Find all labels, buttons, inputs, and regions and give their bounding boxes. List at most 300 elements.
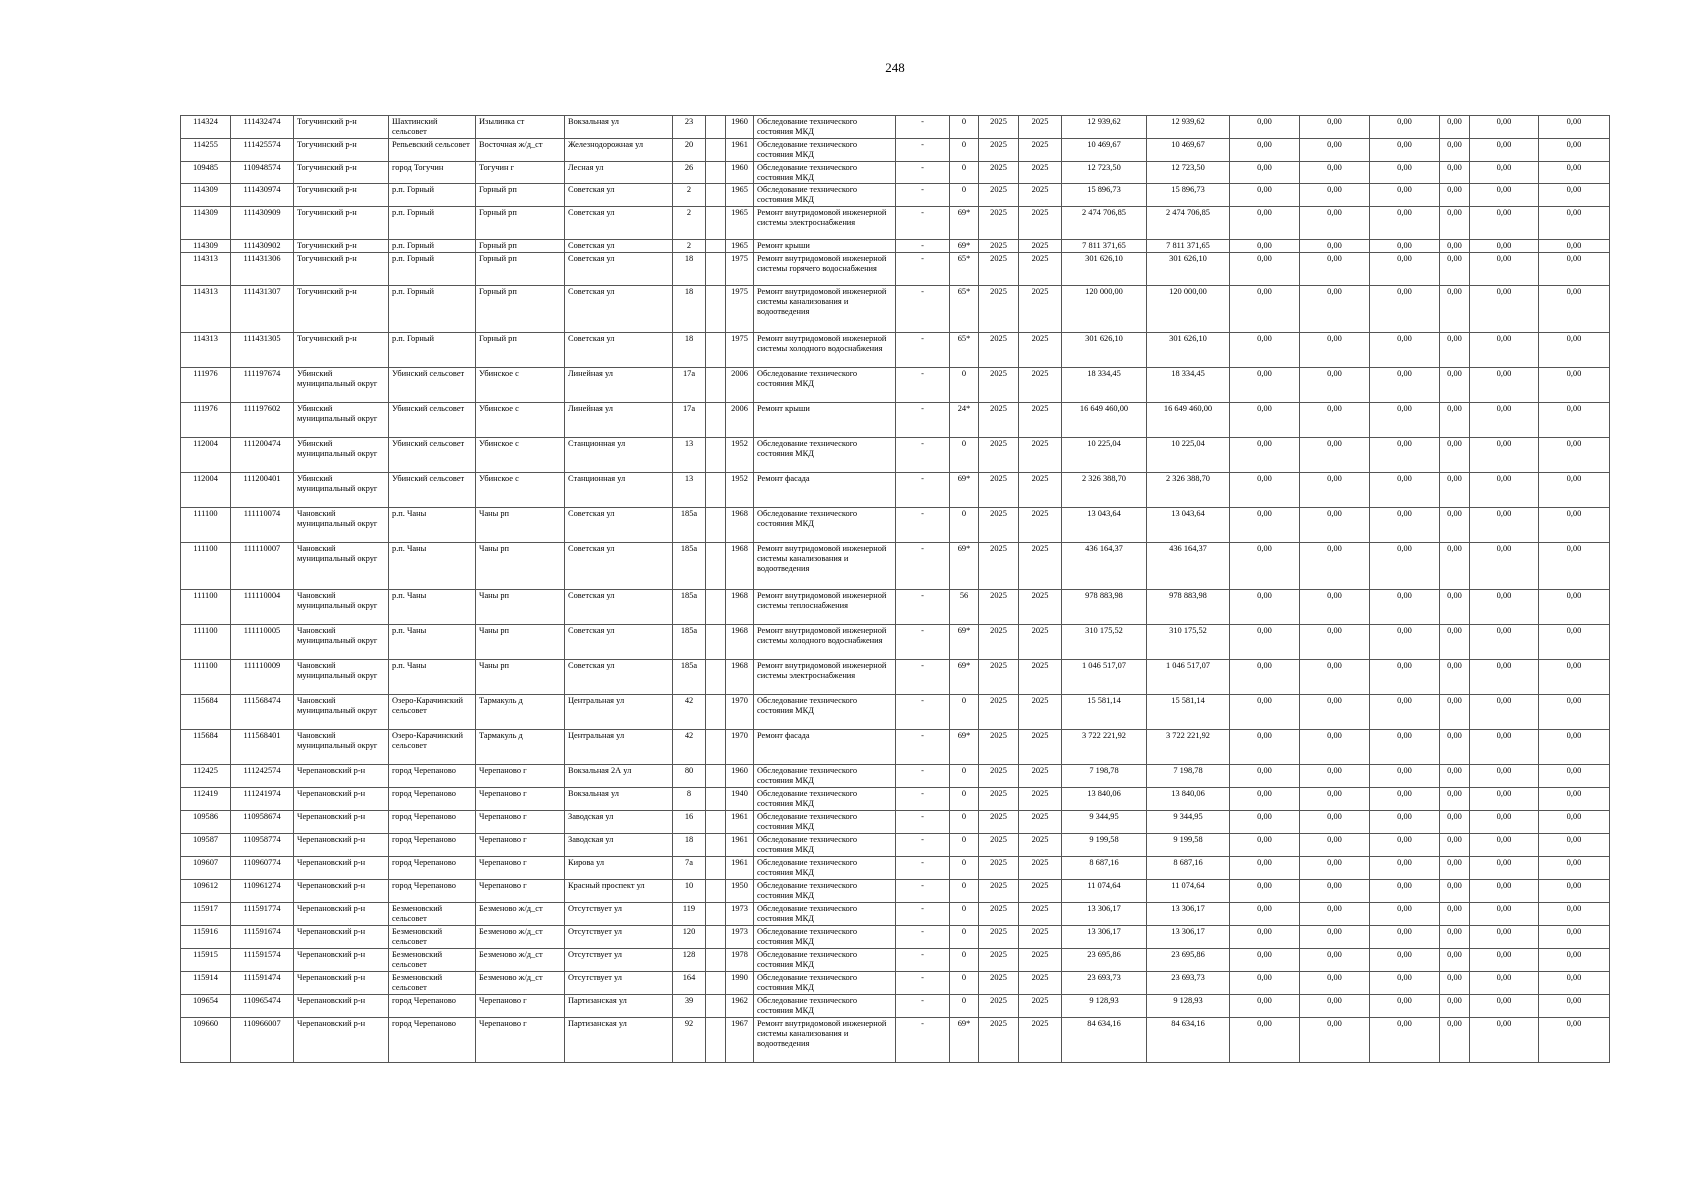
cell-year-start: 2025 xyxy=(979,161,1019,184)
cell-object-id: 115684 xyxy=(181,730,231,765)
cell-fund-1: 0,00 xyxy=(1230,949,1300,972)
cell-dash: - xyxy=(896,403,950,438)
cell-wear-percent: 0 xyxy=(950,880,979,903)
cell-fund-5: 0,00 xyxy=(1470,473,1539,508)
cell-year-end: 2025 xyxy=(1019,240,1062,253)
cell-work-type: Ремонт внутридомовой инженерной системы горячего водоснабжения xyxy=(754,253,896,286)
cell-district: Тогучинский р-н xyxy=(294,240,389,253)
cell-work-code: 111242574 xyxy=(231,765,294,788)
cell-letter xyxy=(706,949,726,972)
cell-district: Черепановский р-н xyxy=(294,857,389,880)
cell-district: Черепановский р-н xyxy=(294,903,389,926)
cell-district: Тогучинский р-н xyxy=(294,138,389,161)
cell-locality: Горный рп xyxy=(476,286,565,333)
cell-district: Черепановский р-н xyxy=(294,811,389,834)
cell-fund-1: 0,00 xyxy=(1230,543,1300,590)
cell-letter xyxy=(706,403,726,438)
cell-settlement: Убинский сельсовет xyxy=(389,473,476,508)
cell-fund-1: 0,00 xyxy=(1230,765,1300,788)
cell-wear-percent: 0 xyxy=(950,161,979,184)
cell-district: Тогучинский р-н xyxy=(294,161,389,184)
cell-dash: - xyxy=(896,286,950,333)
cell-letter xyxy=(706,811,726,834)
cell-fund-1: 0,00 xyxy=(1230,286,1300,333)
cell-year-start: 2025 xyxy=(979,286,1019,333)
cell-dash: - xyxy=(896,903,950,926)
cell-street: Отсутствует ул xyxy=(565,949,673,972)
cell-locality: Безменово ж/д_ст xyxy=(476,972,565,995)
cell-work-code: 111591574 xyxy=(231,949,294,972)
cell-street: Центральная ул xyxy=(565,730,673,765)
cell-wear-percent: 69* xyxy=(950,660,979,695)
cell-year-start: 2025 xyxy=(979,240,1019,253)
cell-fund-3: 0,00 xyxy=(1370,403,1440,438)
cell-work-type: Обследование технического состояния МКД xyxy=(754,857,896,880)
cell-fund-4: 0,00 xyxy=(1440,240,1470,253)
cell-fund-3: 0,00 xyxy=(1370,253,1440,286)
cell-wear-percent: 0 xyxy=(950,811,979,834)
cell-fund-2: 0,00 xyxy=(1300,403,1370,438)
cell-fund-1: 0,00 xyxy=(1230,438,1300,473)
cell-total: 13 043,64 xyxy=(1147,508,1230,543)
cell-total: 12 939,62 xyxy=(1147,116,1230,139)
cell-house: 18 xyxy=(673,253,706,286)
cell-settlement: город Тогучин xyxy=(389,161,476,184)
cell-build-year: 1978 xyxy=(726,949,754,972)
cell-year-start: 2025 xyxy=(979,765,1019,788)
cell-total: 8 687,16 xyxy=(1147,857,1230,880)
table-row xyxy=(181,590,1610,625)
cell-year-start: 2025 xyxy=(979,184,1019,207)
cell-fund-3: 0,00 xyxy=(1370,138,1440,161)
cell-dash: - xyxy=(896,161,950,184)
cell-object-id: 112419 xyxy=(181,788,231,811)
cell-locality: Горный рп xyxy=(476,333,565,368)
cell-fund-2: 0,00 xyxy=(1300,543,1370,590)
cell-year-start: 2025 xyxy=(979,880,1019,903)
cell-letter xyxy=(706,138,726,161)
cell-work-type: Обследование технического состояния МКД xyxy=(754,926,896,949)
cell-locality: Черепаново г xyxy=(476,880,565,903)
cell-year-end: 2025 xyxy=(1019,625,1062,660)
cell-dash: - xyxy=(896,207,950,240)
cell-letter xyxy=(706,695,726,730)
cell-build-year: 1968 xyxy=(726,590,754,625)
cell-year-start: 2025 xyxy=(979,660,1019,695)
cell-object-id: 111100 xyxy=(181,660,231,695)
cell-street: Советская ул xyxy=(565,660,673,695)
cell-total: 13 306,17 xyxy=(1147,903,1230,926)
cell-year-end: 2025 xyxy=(1019,368,1062,403)
cell-fund-5: 0,00 xyxy=(1470,730,1539,765)
table-row xyxy=(181,880,1610,903)
cell-total: 15 581,14 xyxy=(1147,695,1230,730)
cell-street: Советская ул xyxy=(565,207,673,240)
cell-build-year: 1968 xyxy=(726,660,754,695)
cell-fund-1: 0,00 xyxy=(1230,625,1300,660)
cell-object-id: 115915 xyxy=(181,949,231,972)
cell-fund-3: 0,00 xyxy=(1370,590,1440,625)
cell-fund-5: 0,00 xyxy=(1470,811,1539,834)
cell-street: Вокзальная 2А ул xyxy=(565,765,673,788)
cell-year-start: 2025 xyxy=(979,972,1019,995)
cell-fund-2: 0,00 xyxy=(1300,161,1370,184)
cell-fund-2: 0,00 xyxy=(1300,333,1370,368)
cell-object-id: 109612 xyxy=(181,880,231,903)
cell-locality: Убинское с xyxy=(476,438,565,473)
cell-dash: - xyxy=(896,625,950,660)
cell-letter xyxy=(706,116,726,139)
cell-fund-6: 0,00 xyxy=(1539,207,1610,240)
cell-fund-3: 0,00 xyxy=(1370,857,1440,880)
cell-letter xyxy=(706,880,726,903)
cell-build-year: 1975 xyxy=(726,253,754,286)
cell-total: 978 883,98 xyxy=(1147,590,1230,625)
cell-year-end: 2025 xyxy=(1019,857,1062,880)
cell-total: 13 840,06 xyxy=(1147,788,1230,811)
cell-year-start: 2025 xyxy=(979,138,1019,161)
cell-fund-5: 0,00 xyxy=(1470,765,1539,788)
cell-district: Тогучинский р-н xyxy=(294,116,389,139)
cell-year-start: 2025 xyxy=(979,508,1019,543)
cell-district: Чановский муниципальный округ xyxy=(294,660,389,695)
cell-fund-5: 0,00 xyxy=(1470,788,1539,811)
cell-work-type: Обследование технического состояния МКД xyxy=(754,368,896,403)
cell-fund-5: 0,00 xyxy=(1470,543,1539,590)
cell-object-id: 111100 xyxy=(181,590,231,625)
cell-fund-2: 0,00 xyxy=(1300,184,1370,207)
cell-locality: Чаны рп xyxy=(476,508,565,543)
cell-fund-3: 0,00 xyxy=(1370,880,1440,903)
cell-year-end: 2025 xyxy=(1019,811,1062,834)
cell-fund-5: 0,00 xyxy=(1470,333,1539,368)
cell-fund-3: 0,00 xyxy=(1370,240,1440,253)
cell-year-start: 2025 xyxy=(979,625,1019,660)
cell-work-type: Обследование технического состояния МКД xyxy=(754,161,896,184)
cell-cost: 120 000,00 xyxy=(1062,286,1147,333)
cell-wear-percent: 0 xyxy=(950,138,979,161)
cell-street: Советская ул xyxy=(565,333,673,368)
cell-work-code: 111110004 xyxy=(231,590,294,625)
cell-fund-6: 0,00 xyxy=(1539,926,1610,949)
cell-fund-4: 0,00 xyxy=(1440,995,1470,1018)
cell-build-year: 1970 xyxy=(726,695,754,730)
cell-total: 23 693,73 xyxy=(1147,972,1230,995)
cell-year-end: 2025 xyxy=(1019,161,1062,184)
cell-district: Черепановский р-н xyxy=(294,995,389,1018)
cell-locality: Горный рп xyxy=(476,207,565,240)
cell-dash: - xyxy=(896,184,950,207)
cell-fund-4: 0,00 xyxy=(1440,834,1470,857)
cell-district: Черепановский р-н xyxy=(294,834,389,857)
cell-street: Советская ул xyxy=(565,590,673,625)
cell-house: 42 xyxy=(673,730,706,765)
table-row xyxy=(181,834,1610,857)
cell-build-year: 1968 xyxy=(726,625,754,660)
cell-fund-6: 0,00 xyxy=(1539,765,1610,788)
cell-work-type: Обследование технического состояния МКД xyxy=(754,903,896,926)
cell-work-type: Ремонт внутридомовой инженерной системы канализования и водоотведения xyxy=(754,286,896,333)
cell-settlement: Убинский сельсовет xyxy=(389,368,476,403)
cell-object-id: 109586 xyxy=(181,811,231,834)
cell-letter xyxy=(706,730,726,765)
cell-build-year: 1960 xyxy=(726,161,754,184)
cell-district: Убинский муниципальный округ xyxy=(294,473,389,508)
cell-fund-5: 0,00 xyxy=(1470,207,1539,240)
cell-work-type: Ремонт внутридомовой инженерной системы холодного водоснабжения xyxy=(754,333,896,368)
cell-locality: Горный рп xyxy=(476,253,565,286)
cell-fund-4: 0,00 xyxy=(1440,403,1470,438)
cell-wear-percent: 0 xyxy=(950,995,979,1018)
cell-total: 11 074,64 xyxy=(1147,880,1230,903)
cell-district: Чановский муниципальный округ xyxy=(294,730,389,765)
cell-settlement: город Черепаново xyxy=(389,995,476,1018)
table-row xyxy=(181,625,1610,660)
cell-letter xyxy=(706,765,726,788)
cell-total: 16 649 460,00 xyxy=(1147,403,1230,438)
cell-fund-6: 0,00 xyxy=(1539,730,1610,765)
cell-fund-4: 0,00 xyxy=(1440,730,1470,765)
cell-fund-3: 0,00 xyxy=(1370,765,1440,788)
cell-work-code: 110965474 xyxy=(231,995,294,1018)
table-row xyxy=(181,116,1610,139)
cell-fund-6: 0,00 xyxy=(1539,184,1610,207)
cell-street: Советская ул xyxy=(565,625,673,660)
cell-wear-percent: 24* xyxy=(950,403,979,438)
cell-object-id: 109654 xyxy=(181,995,231,1018)
cell-settlement: р.п. Чаны xyxy=(389,625,476,660)
cell-object-id: 114313 xyxy=(181,286,231,333)
cell-fund-4: 0,00 xyxy=(1440,903,1470,926)
cell-wear-percent: 69* xyxy=(950,473,979,508)
cell-build-year: 1952 xyxy=(726,473,754,508)
cell-fund-2: 0,00 xyxy=(1300,972,1370,995)
cell-street: Железнодорожная ул xyxy=(565,138,673,161)
cell-object-id: 109660 xyxy=(181,1018,231,1063)
cell-work-type: Обследование технического состояния МКД xyxy=(754,184,896,207)
cell-year-start: 2025 xyxy=(979,543,1019,590)
table-row xyxy=(181,857,1610,880)
cell-fund-1: 0,00 xyxy=(1230,333,1300,368)
cell-fund-1: 0,00 xyxy=(1230,730,1300,765)
cell-year-end: 2025 xyxy=(1019,1018,1062,1063)
cell-fund-6: 0,00 xyxy=(1539,438,1610,473)
cell-build-year: 1965 xyxy=(726,240,754,253)
cell-total: 7 811 371,65 xyxy=(1147,240,1230,253)
cell-work-code: 111197602 xyxy=(231,403,294,438)
cell-house: 13 xyxy=(673,438,706,473)
cell-object-id: 109607 xyxy=(181,857,231,880)
cell-dash: - xyxy=(896,138,950,161)
cell-fund-4: 0,00 xyxy=(1440,926,1470,949)
cell-house: 119 xyxy=(673,903,706,926)
cell-work-type: Ремонт внутридомовой инженерной системы канализования и водоотведения xyxy=(754,1018,896,1063)
cell-fund-4: 0,00 xyxy=(1440,508,1470,543)
cell-year-start: 2025 xyxy=(979,834,1019,857)
cell-dash: - xyxy=(896,253,950,286)
cell-fund-4: 0,00 xyxy=(1440,590,1470,625)
cell-locality: Черепаново г xyxy=(476,811,565,834)
register-table xyxy=(180,115,1610,1063)
cell-fund-6: 0,00 xyxy=(1539,286,1610,333)
cell-locality: Чаны рп xyxy=(476,543,565,590)
cell-fund-2: 0,00 xyxy=(1300,473,1370,508)
cell-street: Линейная ул xyxy=(565,368,673,403)
cell-letter xyxy=(706,240,726,253)
cell-year-end: 2025 xyxy=(1019,508,1062,543)
cell-street: Лесная ул xyxy=(565,161,673,184)
cell-cost: 9 344,95 xyxy=(1062,811,1147,834)
cell-work-code: 111591474 xyxy=(231,972,294,995)
cell-dash: - xyxy=(896,368,950,403)
cell-work-type: Ремонт внутридомовой инженерной системы теплоснабжения xyxy=(754,590,896,625)
cell-year-end: 2025 xyxy=(1019,949,1062,972)
cell-year-start: 2025 xyxy=(979,116,1019,139)
cell-cost: 9 199,58 xyxy=(1062,834,1147,857)
cell-letter xyxy=(706,333,726,368)
cell-year-start: 2025 xyxy=(979,926,1019,949)
cell-house: 2 xyxy=(673,207,706,240)
cell-object-id: 115914 xyxy=(181,972,231,995)
cell-dash: - xyxy=(896,240,950,253)
cell-district: Тогучинский р-н xyxy=(294,184,389,207)
cell-house: 18 xyxy=(673,834,706,857)
cell-build-year: 1960 xyxy=(726,765,754,788)
cell-settlement: Репьевский сельсовет xyxy=(389,138,476,161)
cell-year-start: 2025 xyxy=(979,995,1019,1018)
cell-cost: 8 687,16 xyxy=(1062,857,1147,880)
cell-district: Тогучинский р-н xyxy=(294,333,389,368)
cell-cost: 10 469,67 xyxy=(1062,138,1147,161)
cell-wear-percent: 65* xyxy=(950,253,979,286)
cell-settlement: город Черепаново xyxy=(389,834,476,857)
cell-fund-4: 0,00 xyxy=(1440,1018,1470,1063)
cell-district: Черепановский р-н xyxy=(294,788,389,811)
cell-locality: Черепаново г xyxy=(476,1018,565,1063)
cell-cost: 7 811 371,65 xyxy=(1062,240,1147,253)
cell-build-year: 1962 xyxy=(726,995,754,1018)
cell-house: 2 xyxy=(673,240,706,253)
cell-house: 18 xyxy=(673,333,706,368)
cell-fund-1: 0,00 xyxy=(1230,240,1300,253)
cell-fund-1: 0,00 xyxy=(1230,403,1300,438)
cell-letter xyxy=(706,660,726,695)
cell-fund-4: 0,00 xyxy=(1440,184,1470,207)
cell-total: 13 306,17 xyxy=(1147,926,1230,949)
cell-house: 120 xyxy=(673,926,706,949)
cell-fund-4: 0,00 xyxy=(1440,857,1470,880)
table-row xyxy=(181,811,1610,834)
cell-house: 7а xyxy=(673,857,706,880)
cell-fund-4: 0,00 xyxy=(1440,138,1470,161)
cell-fund-1: 0,00 xyxy=(1230,903,1300,926)
cell-fund-3: 0,00 xyxy=(1370,625,1440,660)
cell-fund-3: 0,00 xyxy=(1370,438,1440,473)
cell-cost: 12 723,50 xyxy=(1062,161,1147,184)
cell-build-year: 1968 xyxy=(726,543,754,590)
table-row xyxy=(181,508,1610,543)
cell-work-code: 111110074 xyxy=(231,508,294,543)
cell-wear-percent: 69* xyxy=(950,730,979,765)
table-row xyxy=(181,368,1610,403)
cell-object-id: 114255 xyxy=(181,138,231,161)
cell-letter xyxy=(706,207,726,240)
cell-fund-6: 0,00 xyxy=(1539,508,1610,543)
cell-total: 12 723,50 xyxy=(1147,161,1230,184)
cell-house: 10 xyxy=(673,880,706,903)
cell-house: 26 xyxy=(673,161,706,184)
cell-total: 84 634,16 xyxy=(1147,1018,1230,1063)
cell-object-id: 114313 xyxy=(181,333,231,368)
cell-year-start: 2025 xyxy=(979,473,1019,508)
cell-cost: 13 043,64 xyxy=(1062,508,1147,543)
cell-fund-1: 0,00 xyxy=(1230,834,1300,857)
cell-fund-4: 0,00 xyxy=(1440,788,1470,811)
cell-total: 301 626,10 xyxy=(1147,253,1230,286)
cell-work-code: 111568401 xyxy=(231,730,294,765)
cell-year-start: 2025 xyxy=(979,438,1019,473)
cell-work-code: 111110007 xyxy=(231,543,294,590)
cell-locality: Безменово ж/д_ст xyxy=(476,903,565,926)
cell-fund-3: 0,00 xyxy=(1370,508,1440,543)
cell-fund-4: 0,00 xyxy=(1440,116,1470,139)
cell-total: 120 000,00 xyxy=(1147,286,1230,333)
cell-letter xyxy=(706,161,726,184)
cell-house: 18 xyxy=(673,286,706,333)
cell-fund-1: 0,00 xyxy=(1230,368,1300,403)
table-row xyxy=(181,730,1610,765)
cell-object-id: 114324 xyxy=(181,116,231,139)
cell-year-end: 2025 xyxy=(1019,473,1062,508)
cell-fund-6: 0,00 xyxy=(1539,857,1610,880)
cell-total: 10 225,04 xyxy=(1147,438,1230,473)
cell-build-year: 1973 xyxy=(726,903,754,926)
cell-work-code: 111430909 xyxy=(231,207,294,240)
cell-fund-2: 0,00 xyxy=(1300,590,1370,625)
cell-fund-4: 0,00 xyxy=(1440,161,1470,184)
cell-wear-percent: 69* xyxy=(950,240,979,253)
cell-work-code: 111430974 xyxy=(231,184,294,207)
cell-cost: 2 326 388,70 xyxy=(1062,473,1147,508)
cell-fund-3: 0,00 xyxy=(1370,286,1440,333)
cell-year-end: 2025 xyxy=(1019,972,1062,995)
cell-letter xyxy=(706,438,726,473)
table-row xyxy=(181,473,1610,508)
cell-build-year: 1960 xyxy=(726,116,754,139)
cell-settlement: р.п. Горный xyxy=(389,286,476,333)
cell-street: Вокзальная ул xyxy=(565,788,673,811)
cell-dash: - xyxy=(896,765,950,788)
table-row xyxy=(181,253,1610,286)
cell-wear-percent: 65* xyxy=(950,333,979,368)
table-row xyxy=(181,184,1610,207)
cell-fund-6: 0,00 xyxy=(1539,949,1610,972)
cell-fund-4: 0,00 xyxy=(1440,438,1470,473)
cell-locality: Горный рп xyxy=(476,184,565,207)
table-row xyxy=(181,138,1610,161)
cell-street: Советская ул xyxy=(565,184,673,207)
cell-letter xyxy=(706,857,726,880)
cell-cost: 13 840,06 xyxy=(1062,788,1147,811)
cell-total: 2 474 706,85 xyxy=(1147,207,1230,240)
cell-wear-percent: 0 xyxy=(950,834,979,857)
cell-build-year: 1973 xyxy=(726,926,754,949)
cell-year-end: 2025 xyxy=(1019,207,1062,240)
cell-object-id: 111976 xyxy=(181,368,231,403)
cell-letter xyxy=(706,834,726,857)
cell-settlement: р.п. Чаны xyxy=(389,508,476,543)
cell-cost: 310 175,52 xyxy=(1062,625,1147,660)
